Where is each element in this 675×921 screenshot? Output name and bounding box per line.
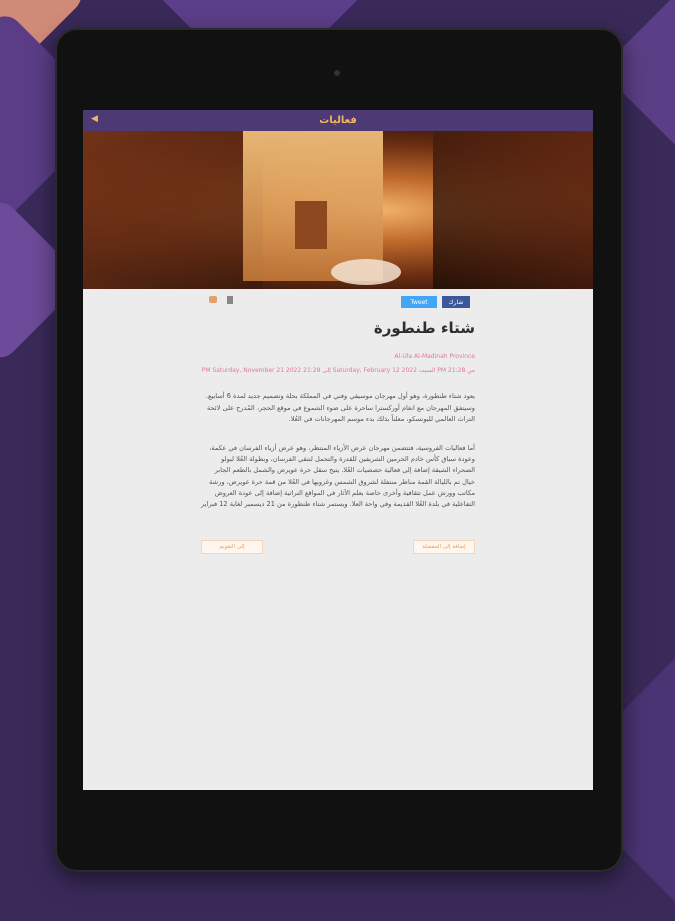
rock-left xyxy=(83,131,263,289)
stage-circle xyxy=(331,259,401,285)
article-actions xyxy=(201,540,475,554)
back-icon[interactable]: ◀ xyxy=(91,114,98,124)
location-text: Al-Ula Al-Madinah Province xyxy=(394,353,475,360)
rock-right xyxy=(433,131,593,289)
article-paragraph-2: أما فعاليات الفروسية، فتتضمن مهرجان عرض الأزياء المنتظر، وهو عرض أزياء الفرسان في عكمة، وعودة سباق كأس خادم الحرمين الشريفين للقدرة والتحمل لنتقي الفرسان، وبطولة العُلا لبولو الصحراء الشيقة إضافة إلى فعالية حصصيات العُلا. يتيح سقل حرة عويرض والشمل بالطعم الجابر خيال تم بالليالة القمة مناظر منتفلة لشروق الشمس وغروبها في العُلا من قمة حرة عويرض، ورشة مكاتب وورش عمل تثقافية وأخرى خاصة بعلم الآثار في المواقع التراثية إضافة إلى عودة العروض التفاعلية في بلدة العُلا القديمة وفي واحة العلا. ويستمر شتاء طنطورة من 21 ديسمبر لغاية 12 فبراير xyxy=(201,444,475,509)
calendar-button[interactable]: إلى التقويم xyxy=(201,540,263,554)
date-text: من 21:28 PM السبت Saturday, February 12 2022 إلى 21:28 PM Saturday, November 21 2022 xyxy=(201,367,475,374)
tomb-door xyxy=(295,201,327,249)
app-title: فعاليات xyxy=(319,115,357,126)
camera-dot xyxy=(334,70,340,76)
top-app-bar xyxy=(83,110,593,131)
article-content xyxy=(83,319,593,554)
comment-icon[interactable] xyxy=(209,296,217,303)
tweet-button[interactable]: Tweet xyxy=(401,296,437,308)
document-icon[interactable] xyxy=(227,296,233,304)
article-title: شتاء طنطورة xyxy=(373,319,475,337)
article-paragraph-1: يعود شتاء طنطورة، وهو أول مهرجان موسيقي وفني في المملكة بحلة وتصميم جديد لمدة 6 أسابيع. وسيتفق المهرجان مع انغام أوركسترا ساحرة على ضوء الشموع في موقع الحجر، المُدرج على لائحة التراث العالمي لليونسكو، معلناً بذلك بدء موسم المهرجانات في العُلا. xyxy=(205,392,475,423)
facebook-share-button[interactable]: شارك xyxy=(442,296,470,308)
share-row xyxy=(83,289,593,315)
tablet-frame xyxy=(55,28,623,872)
app-screen xyxy=(83,110,593,790)
hero-image xyxy=(83,131,593,289)
favorite-button[interactable]: إضافة إلى المفضلة xyxy=(413,540,475,554)
